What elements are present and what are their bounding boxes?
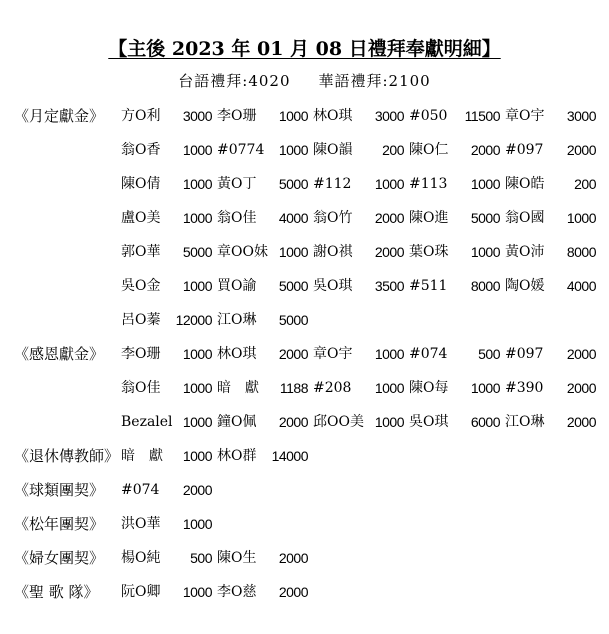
donor-name: #112	[313, 176, 352, 192]
donor-name: #074	[121, 482, 160, 498]
donation-amount: 1000	[182, 278, 212, 294]
donation-amount: 500	[478, 346, 500, 362]
donation-entry	[217, 241, 308, 263]
donor-name: #0774	[217, 142, 265, 158]
donation-entry	[409, 275, 500, 297]
donor-name: 黃O丁	[217, 176, 257, 192]
donor-name: 阮O卿	[121, 584, 161, 600]
donation-entry	[121, 513, 212, 535]
donation-amount: 2000	[182, 482, 212, 498]
donation-amount: 5000	[278, 312, 308, 328]
donation-amount: 2000	[566, 346, 596, 362]
donation-amount: 2000	[566, 414, 596, 430]
donation-entry	[121, 173, 212, 195]
donation-amount: 1000	[182, 346, 212, 362]
donor-name: 吳O金	[121, 278, 161, 294]
donation-amount: 3000	[566, 108, 596, 124]
donor-name: 陳O皓	[505, 176, 545, 192]
donation-entry	[313, 173, 404, 195]
donation-amount: 2000	[278, 414, 308, 430]
donation-entry	[217, 411, 308, 433]
donation-amount: 1000	[182, 380, 212, 396]
donation-entry	[313, 139, 404, 161]
donation-entry	[313, 411, 404, 433]
donation-entry	[313, 275, 404, 297]
donation-entry	[313, 343, 404, 365]
donation-entry	[217, 105, 308, 127]
donor-name: 黃O沛	[505, 244, 545, 260]
donation-amount: 4000	[278, 210, 308, 226]
donation-amount: 500	[190, 550, 212, 566]
donation-entry	[121, 547, 212, 569]
donor-name: 葉O珠	[409, 244, 449, 260]
donation-entry	[505, 411, 596, 433]
donation-amount: 1000	[566, 210, 596, 226]
donation-amount: 2000	[278, 550, 308, 566]
donation-amount: 4000	[566, 278, 596, 294]
donation-entry	[217, 581, 308, 603]
donation-amount: 2000	[374, 210, 404, 226]
donor-name: 鐘O佩	[217, 414, 257, 430]
donation-amount: 1000	[470, 244, 500, 260]
donation-entry	[121, 343, 212, 365]
donation-entry	[313, 377, 404, 399]
donation-amount: 1000	[374, 414, 404, 430]
donation-entry	[313, 207, 404, 229]
section-label-ball-fellowship: 《球類團契》	[14, 481, 105, 499]
donor-name: 陶O媛	[505, 278, 545, 294]
donor-name: 暗 獻	[217, 380, 259, 396]
donation-entry	[217, 173, 308, 195]
donation-entry	[505, 139, 596, 161]
donation-amount: 1000	[182, 142, 212, 158]
donor-name: 翁O佳	[217, 210, 257, 226]
donor-name: 翁O竹	[313, 210, 353, 226]
donor-name: #097	[505, 142, 544, 158]
donation-entry	[217, 343, 308, 365]
donation-amount: 8000	[470, 278, 500, 294]
donor-name: 翁O香	[121, 142, 161, 158]
donation-entry	[217, 309, 308, 331]
donor-name: 盧O美	[121, 210, 161, 226]
donor-name: Bezalel	[121, 414, 173, 430]
donation-entry	[409, 343, 500, 365]
donation-entry	[505, 377, 596, 399]
donor-name: 江O琳	[217, 312, 257, 328]
donation-amount: 1000	[182, 584, 212, 600]
taiwanese-service-total: 台語禮拜:4020	[178, 72, 291, 90]
donation-entry	[505, 105, 596, 127]
donor-name: 陳O進	[409, 210, 449, 226]
donation-amount: 200	[574, 176, 596, 192]
donation-entry	[505, 343, 596, 365]
donor-name: 方O利	[121, 108, 161, 124]
report-title	[0, 36, 609, 62]
donation-amount: 11500	[464, 108, 500, 124]
donor-name: 翁O國	[505, 210, 545, 226]
donation-entry	[505, 241, 596, 263]
donor-name: 翁O佳	[121, 380, 161, 396]
donation-amount: 5000	[470, 210, 500, 226]
donation-amount: 3000	[182, 108, 212, 124]
donation-entry	[217, 377, 308, 399]
donor-name: #511	[409, 278, 448, 294]
donation-amount: 14000	[271, 448, 308, 464]
donation-amount: 2000	[278, 584, 308, 600]
donation-entry	[121, 411, 212, 433]
service-totals	[0, 71, 609, 91]
donor-name: #113	[409, 176, 448, 192]
donor-name: #208	[313, 380, 352, 396]
donation-entry	[121, 105, 212, 127]
donation-amount: 1000	[374, 176, 404, 192]
mandarin-service-total: 華語禮拜:2100	[318, 72, 431, 90]
section-label-senior-fellowship: 《松年團契》	[14, 515, 105, 533]
donor-name: 陳O每	[409, 380, 449, 396]
donation-entry	[121, 139, 212, 161]
donor-name: 楊O純	[121, 550, 161, 566]
donation-entry	[121, 581, 212, 603]
donation-amount: 1000	[278, 244, 308, 260]
donation-entry	[121, 377, 212, 399]
donation-entry	[409, 207, 500, 229]
donation-entry	[313, 105, 404, 127]
donor-name: #097	[505, 346, 544, 362]
donor-name: 林O群	[217, 448, 257, 464]
donation-amount: 1000	[182, 448, 212, 464]
donation-amount: 1000	[182, 210, 212, 226]
donation-entry	[505, 173, 596, 195]
donor-name: 章O宇	[505, 108, 545, 124]
donation-entry	[121, 241, 212, 263]
donation-entry	[505, 275, 596, 297]
donor-name: 李O珊	[121, 346, 161, 362]
donor-name: 陳O韻	[313, 142, 353, 158]
donor-name: 買O諭	[217, 278, 257, 294]
donation-amount: 2000	[374, 244, 404, 260]
section-label-women-fellowship: 《婦女團契》	[14, 549, 105, 567]
donation-amount: 3000	[374, 108, 404, 124]
donation-amount: 1000	[182, 414, 212, 430]
section-label-monthly-offering: 《月定獻金》	[14, 107, 105, 125]
donation-amount: 1000	[278, 108, 308, 124]
donation-entry	[121, 275, 212, 297]
donation-entry	[409, 173, 500, 195]
donor-name: 呂O蓁	[121, 312, 161, 328]
section-label-retired-pastors: 《退休傳教師》	[14, 447, 120, 465]
donation-entry	[217, 445, 308, 467]
donation-entry	[313, 241, 404, 263]
donor-name: 陳O倩	[121, 176, 161, 192]
donor-name: #074	[409, 346, 448, 362]
section-label-thanksgiving-offering: 《感恩獻金》	[14, 345, 105, 363]
donation-amount: 2000	[470, 142, 500, 158]
donation-amount: 200	[382, 142, 404, 158]
donor-name: 李O珊	[217, 108, 257, 124]
donation-amount: 1000	[470, 380, 500, 396]
donor-name: 章O宇	[313, 346, 353, 362]
donation-entry	[409, 411, 500, 433]
donation-amount: 6000	[470, 414, 500, 430]
donation-amount: 2000	[278, 346, 308, 362]
donor-name: 章OO妹	[217, 244, 268, 260]
donation-amount: 2000	[566, 380, 596, 396]
donation-entry	[409, 377, 500, 399]
donor-name: 江O琳	[505, 414, 545, 430]
donor-name: 林O琪	[313, 108, 353, 124]
donor-name: 吳O琪	[313, 278, 353, 294]
donation-amount: 1188	[279, 380, 308, 396]
donor-name: 洪O華	[121, 516, 161, 532]
donation-entry	[409, 105, 500, 127]
donation-entry	[217, 547, 308, 569]
report-title-text: 【主後 2023 年 01 月 08 日禮拜奉獻明細】	[108, 38, 501, 60]
donation-entry	[121, 479, 212, 501]
donation-amount: 1000	[182, 176, 212, 192]
donor-name: 暗 獻	[121, 448, 163, 464]
donor-name: #050	[409, 108, 448, 124]
donation-amount: 5000	[278, 278, 308, 294]
donation-entry	[505, 207, 596, 229]
donation-amount: 12000	[175, 312, 212, 328]
donation-amount: 1000	[374, 346, 404, 362]
donation-entry	[217, 275, 308, 297]
donor-name: 邱OO美	[313, 414, 364, 430]
donation-amount: 2000	[566, 142, 596, 158]
donor-name: 陳O仁	[409, 142, 449, 158]
donation-entry	[217, 207, 308, 229]
donation-amount: 8000	[566, 244, 596, 260]
donation-entry	[121, 445, 212, 467]
donor-name: #390	[505, 380, 544, 396]
donor-name: 李O慈	[217, 584, 257, 600]
donation-amount: 1000	[278, 142, 308, 158]
donation-entry	[217, 139, 308, 161]
donation-amount: 1000	[374, 380, 404, 396]
donor-name: 陳O生	[217, 550, 257, 566]
donor-name: 郭O華	[121, 244, 161, 260]
donation-amount: 1000	[470, 176, 500, 192]
donation-amount: 3500	[374, 278, 404, 294]
donor-name: 吳O琪	[409, 414, 449, 430]
donor-name: 林O琪	[217, 346, 257, 362]
section-label-choir: 《聖 歌 隊》	[14, 583, 99, 601]
donation-entry	[121, 309, 212, 331]
donation-amount: 5000	[182, 244, 212, 260]
donation-amount: 5000	[278, 176, 308, 192]
donation-entry	[409, 241, 500, 263]
donation-entry	[121, 207, 212, 229]
donation-entry	[409, 139, 500, 161]
donation-amount: 1000	[182, 516, 212, 532]
donor-name: 謝O祺	[313, 244, 353, 260]
